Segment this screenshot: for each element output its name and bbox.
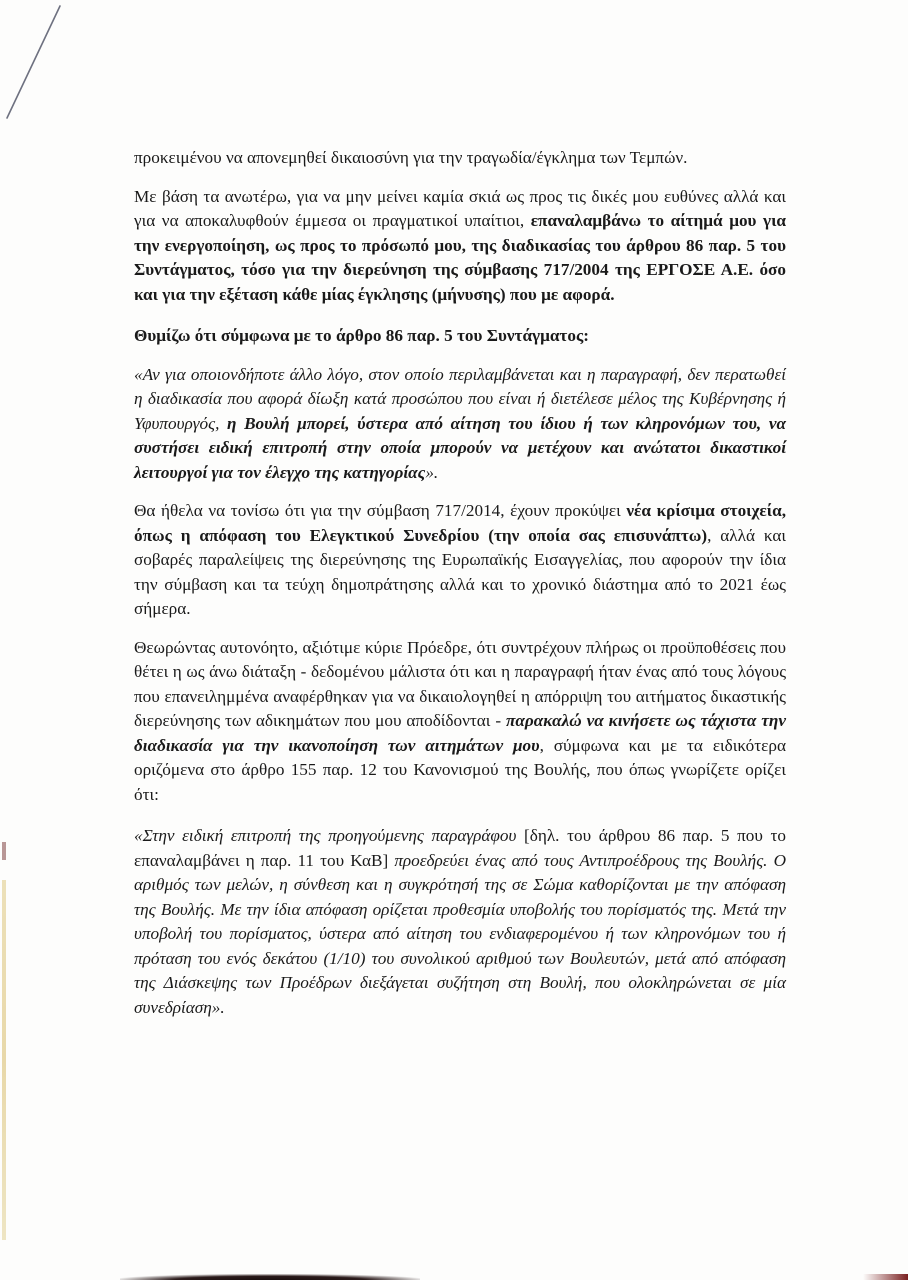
paragraph-request-to-president — [134, 636, 786, 808]
paragraph-request — [134, 185, 786, 308]
text-run: , αλλά και σοβαρές παραλείψεις της διερεύνησης της Ευρωπαϊκής Εισαγγελίας, που αφορούν την ίδια την σύμβαση και τα τεύχη δημοπράτησης αλλά και το χρονικό διάστημα από το 2021 έως σήμερα. — [134, 525, 786, 618]
text-run-italic: ». — [425, 462, 439, 482]
text-run: προκειμένου να απονεμηθεί δικαιοσύνη για την τραγωδία/έγκλημα των Τεμπών. — [134, 148, 688, 167]
text-run-bold-italic: παρακαλώ να κινήσετε ως τάχιστα την διαδικασία για την ικανοποίηση των αιτημάτων μου — [134, 711, 786, 755]
text-run-italic: «Στην ειδική επιτροπή της προηγούμενης παραγράφου — [134, 826, 525, 845]
text-run-italic: «Αν για οποιονδήποτε άλλο λόγο, στον οποίο περιλαμβάνεται και η παραγραφή, δεν περατωθεί η διαδικασία που αφορά δίωξη κατά προσώπου που είναι ή διετέλεσε μέλος της Κυβέρνησης ή Υφυπουργός, — [134, 364, 786, 433]
paragraph-intro-continuation — [134, 146, 786, 171]
page-bottom-shadow — [120, 1274, 420, 1280]
pen-stroke-mark — [3, 2, 63, 122]
text-run-bold-italic: η Βουλή μπορεί, ύστερα από αίτηση του ίδιου ή των κληρονόμων του, να συστήσει ειδική επιτροπή στην οποία μπορούν να μετέχουν και ανώτατοι δικαστικοί λειτουργοί για τον έλεγχο της κατηγορίας — [134, 413, 786, 482]
paragraph-new-evidence — [134, 499, 786, 622]
text-run: , σύμφωνα και με τα ειδικότερα οριζόμενα στο άρθρο 155 παρ. 12 του Κανονισμού της Βουλής, που όπως γνωρίζετε ορίζει ότι: — [134, 735, 786, 804]
paragraph-reminder-heading — [134, 324, 786, 349]
page-bottom-corner-shadow — [863, 1274, 908, 1280]
page-edge-mark — [2, 842, 6, 860]
text-run-bold: επαναλαμβάνω το αίτημά μου για την ενεργοποίηση, ως προς το πρόσωπό μου, της διαδικασίας του άρθρου 86 παρ. 5 του Συντάγματος, τόσο για την διερεύνηση της σύμβασης 717/2004 της ΕΡΓΟΣΕ Α.Ε. όσο και για την εξέταση κάθε μίας έγκλησης (μήνυσης) που με αφορά. — [134, 211, 786, 304]
quote-constitution-article-86 — [134, 363, 786, 486]
text-run-bold: Θυμίζω ότι σύμφωνα με το άρθρο 86 παρ. 5 του Συντάγματος: — [134, 326, 589, 345]
quote-parliament-rules-article-155 — [134, 824, 786, 1020]
text-run-italic: προεδρεύει ένας από τους Αντιπροέδρους της Βουλής. Ο αριθμός των μελών, η σύνθεση και η συγκρότησή της σε Σώμα καθορίζονται με την απόφαση της Βουλής. Με την ίδια απόφαση ορίζεται προθεσμία υποβολής του πορίσματός της. Μετά την υποβολή του πορίσματος, ύστερα από αίτηση του ενδιαφερομένου ή των κληρονόμων του ή πρόταση του ενός δεκάτου (1/10) του συνολικού αριθμού των Βουλευτών, μετά από απόφαση της Διάσκεψης των Προέδρων διεξάγεται συζήτηση στη Βουλή, που ολοκληρώνεται σε μία συνεδρίαση». — [134, 850, 786, 1017]
text-run: Με βάση τα ανωτέρω, για να μην μείνει καμία σκιά ως προς τις δικές μου ευθύνες αλλά και για να αποκαλυφθούν έμμεσα οι πραγματικοί υπαίτιοι, — [134, 186, 786, 230]
text-run: [δηλ. του άρθρου 86 παρ. 5 που το επαναλαμβάνει η παρ. 11 του ΚαΒ] — [134, 826, 786, 870]
text-run: Θα ήθελα να τονίσω ότι για την σύμβαση 717/2014, έχουν προκύψει — [134, 501, 627, 520]
page-edge-shadow — [2, 880, 6, 1240]
text-run-bold: νέα κρίσιμα στοιχεία, όπως η απόφαση του Ελεγκτικού Συνεδρίου (την οποία σας επισυνάπτω) — [134, 501, 786, 545]
letter-page-body — [134, 146, 786, 1020]
text-run: Θεωρώντας αυτονόητο, αξιότιμε κύριε Πρόεδρε, ότι συντρέχουν πλήρως οι προϋποθέσεις που θέτει η ως άνω διάταξη - δεδομένου μάλιστα ότι και η παραγραφή ήταν ένας από τους λόγους που επανειλημμένα αναφέρθηκαν για να δικαιολογηθεί η απόρριψη του αιτήματος δικαστικής διερεύνησης των αδικημάτων που μου αποδίδονται - — [134, 637, 786, 730]
